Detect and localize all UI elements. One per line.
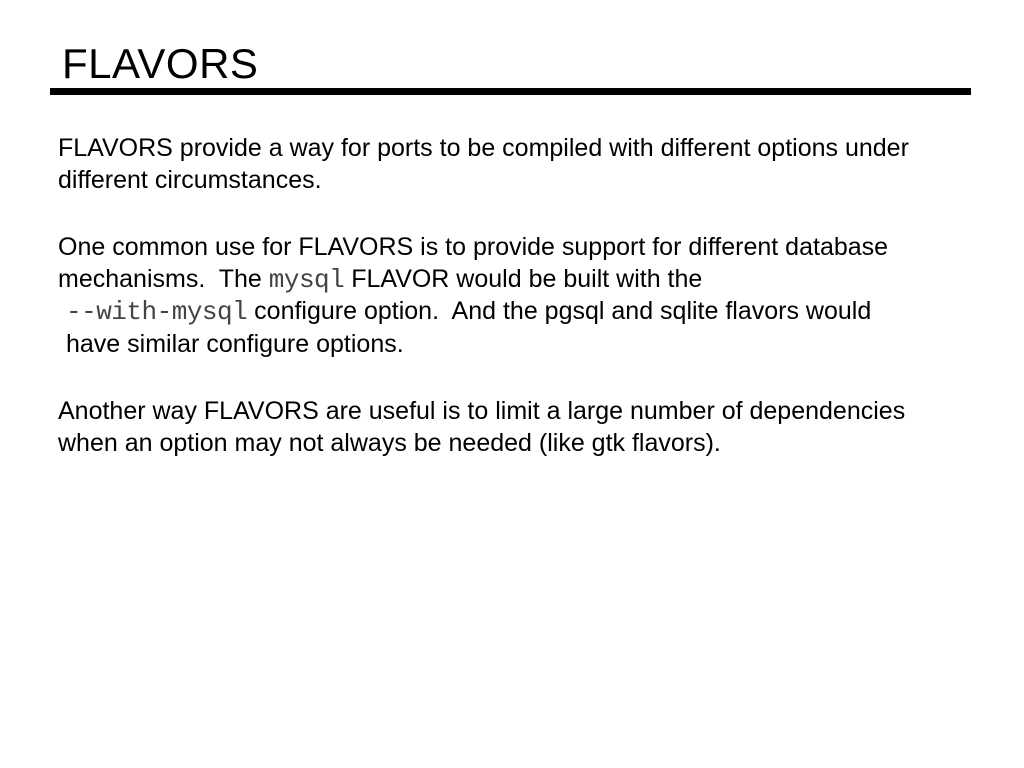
body-text: mechanisms. The xyxy=(58,264,269,293)
paragraph xyxy=(58,396,1008,459)
text-line xyxy=(58,329,1008,361)
paragraph xyxy=(58,133,1008,196)
text-line xyxy=(58,296,1008,329)
text-line xyxy=(58,428,1008,460)
text-line xyxy=(58,133,1008,165)
body-text: One common use for FLAVORS is to provide support for different database xyxy=(58,233,889,261)
body-text: Another way FLAVORS are useful is to limit a large number of dependencies xyxy=(58,397,906,425)
body-text: have similar configure options. xyxy=(66,329,404,358)
body-text: when an option may not always be needed (like gtk flavors). xyxy=(58,428,721,457)
body-text: configure option. And the pgsql and sqlite flavors would xyxy=(247,297,872,325)
code-text: --with-mysql xyxy=(66,297,248,327)
paragraph xyxy=(58,232,1008,360)
body-text: FLAVORS provide a way for ports to be compiled with different options under xyxy=(58,134,909,162)
title-underline-rule xyxy=(50,88,971,95)
slide-body xyxy=(58,133,1008,495)
body-text: FLAVOR would be built with the xyxy=(344,264,703,293)
code-text: mysql xyxy=(268,264,345,295)
text-line xyxy=(58,232,1008,264)
body-text: different circumstances. xyxy=(58,165,322,194)
text-line xyxy=(58,165,1008,197)
text-line xyxy=(58,396,1008,428)
text-line xyxy=(58,264,1008,297)
slide-title: FLAVORS xyxy=(62,40,259,87)
